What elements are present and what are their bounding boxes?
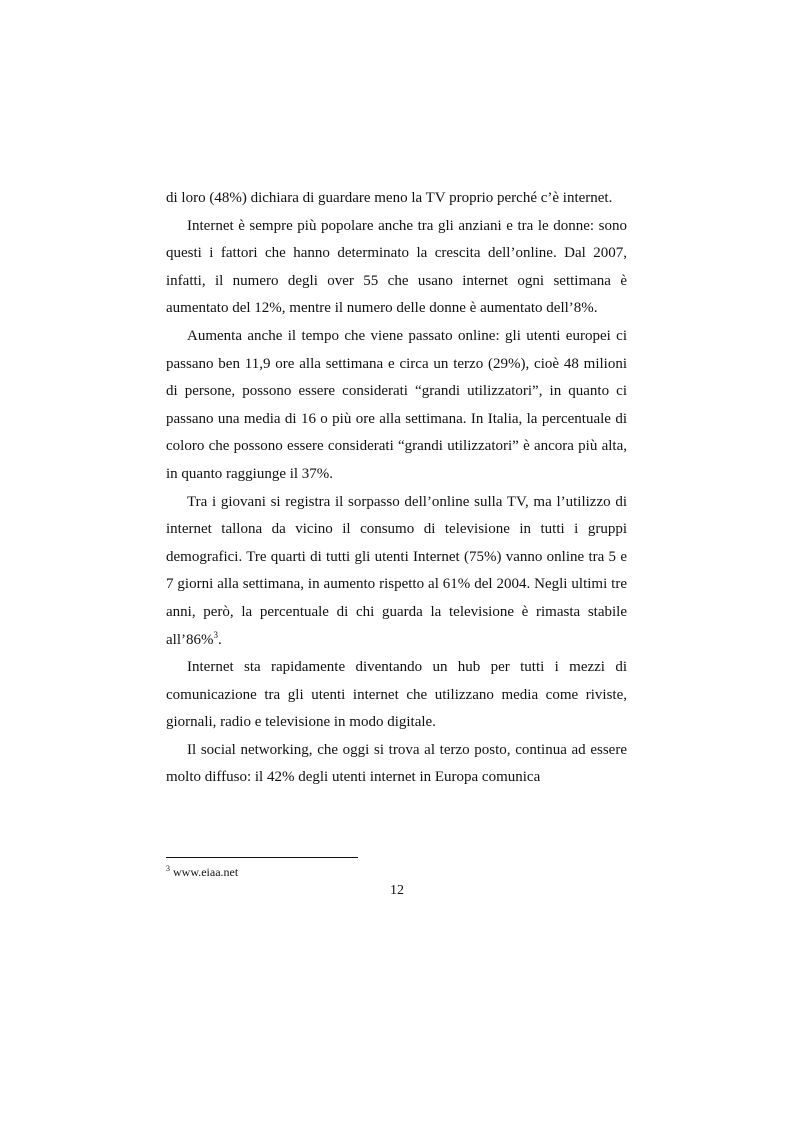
paragraph-1: [166, 185, 627, 213]
footnote: [166, 865, 238, 879]
paragraph-4-end-punctuation: .: [217, 631, 222, 648]
footnote-divider: [166, 857, 358, 858]
paragraph-5: [166, 654, 627, 737]
paragraph-6-text: Il social networking, che oggi si trova al terzo posto, continua ad essere molto diffuso: il 42% degli utenti internet in Europa comunica: [166, 741, 627, 786]
paragraph-6: [166, 737, 627, 792]
paragraph-1-text: di loro (48%) dichiara di guardare meno la TV proprio perché c’è internet.: [166, 190, 613, 206]
paragraph-5-text: Internet sta rapidamente diventando un hub per tutti i mezzi di comunicazione tra gli utenti internet che utilizzano media come riviste, giornali, radio e televisione in modo digitale.: [166, 659, 627, 731]
paragraph-4: [166, 489, 627, 655]
footnote-reference[interactable]: 3: [213, 629, 218, 640]
footnote-text: www.eiaa.net: [170, 865, 239, 879]
paragraph-4-text: Tra i giovani si registra il sorpasso dell’online sulla TV, ma l’utilizzo di internet tallona da vicino il consumo di televisione in tutti i gruppi demografici. Tre quarti di tutti gli utenti Internet (75%) vanno online tra 5 e 7 giorni alla settimana, in aumento rispetto al 61% del 2004. Negli ultimi tre anni, però, la percentuale di chi guarda la televisione è rimasta stabile all’86%: [166, 493, 627, 648]
paragraph-3: [166, 323, 627, 489]
paragraph-3-text: Aumenta anche il tempo che viene passato online: gli utenti europei ci passano ben 11,9 ore alla settimana e circa un terzo (29%), cioè 48 milioni di persone, possono essere considerati “grandi utilizzatori”, in quanto ci passano una media di 16 o più ore alla settimana. In Italia, la percentuale di coloro che possono essere considerati “grandi utilizzatori” è ancora più alta, in quanto raggiunge il 37%.: [166, 327, 627, 482]
paragraph-2-text: Internet è sempre più popolare anche tra gli anziani e tra le donne: sono questi i fattori che hanno determinato la crescita dell’online. Dal 2007, infatti, il numero degli over 55 che usano internet ogni settimana è aumentato del 12%, mentre il numero delle donne è aumentato dell’8%.: [166, 217, 627, 317]
footnote-marker: 3: [166, 864, 170, 873]
body-text: [166, 185, 627, 792]
page-number: 12: [390, 883, 404, 898]
paragraph-2: [166, 213, 627, 323]
